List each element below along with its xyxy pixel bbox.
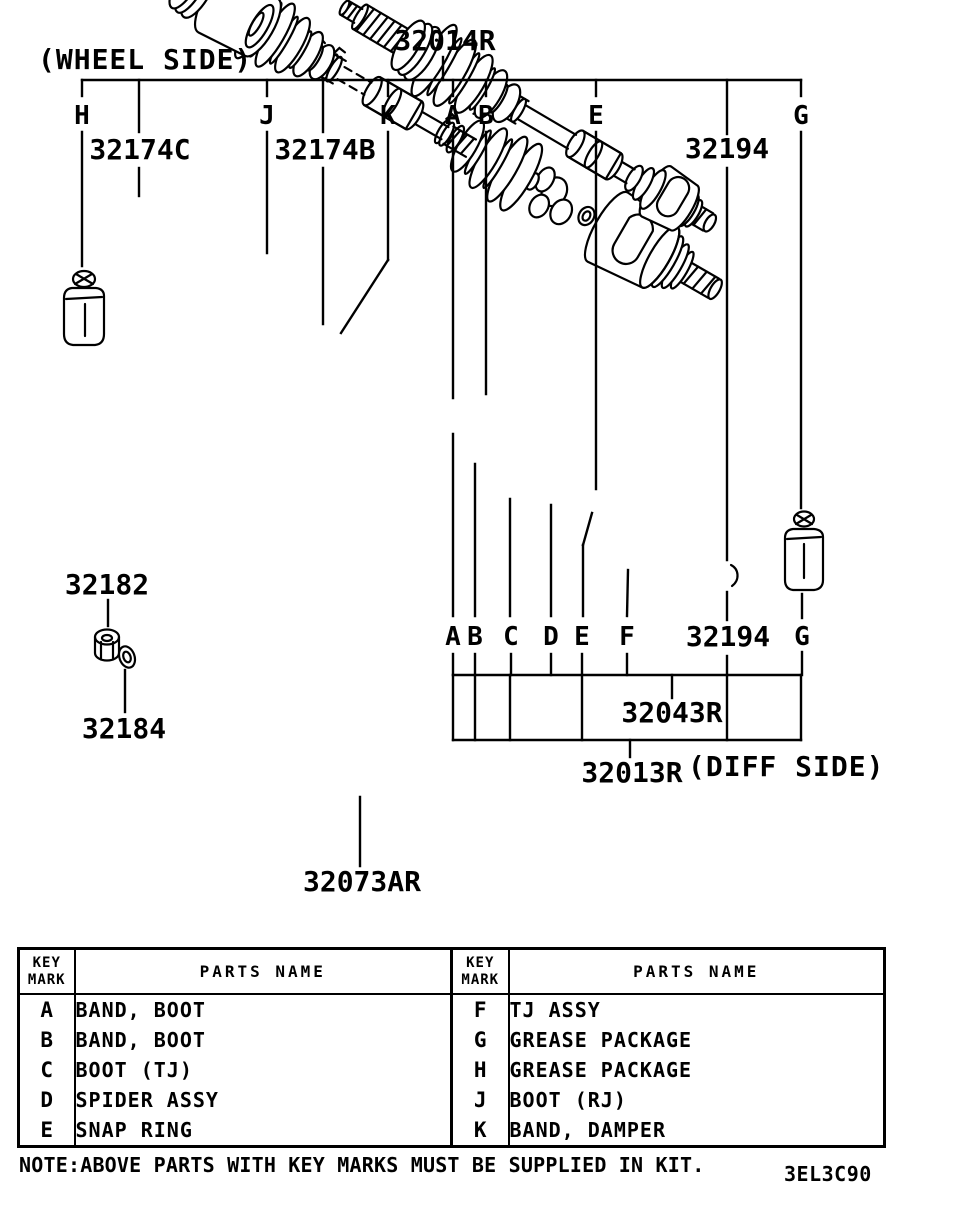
key-mark-cell: G — [452, 1025, 509, 1055]
label-32174B: 32174B — [274, 133, 376, 166]
key-header-line2: MARK — [27, 971, 66, 988]
label-32182: 32182 — [64, 568, 150, 601]
diff-side-label: (DIFF SIDE) — [688, 750, 885, 783]
label-32194-upper: 32194 — [684, 132, 770, 165]
key-mark-cell: D — [40, 1088, 54, 1112]
parts-name-cell: BOOT (RJ) — [509, 1085, 885, 1115]
parts-name-header-left: PARTS NAME — [75, 949, 452, 995]
key-header-line1: KEY — [32, 955, 61, 972]
parts-name-cell: BOOT (TJ) — [75, 1055, 452, 1085]
label-32073AR: 32073AR — [302, 865, 422, 898]
key-letter-top-j: J — [259, 101, 275, 131]
key-mark-cell: J — [452, 1085, 509, 1115]
parts-name-cell: TJ ASSY — [509, 994, 885, 1025]
grease-dab-mark — [731, 565, 738, 586]
table-row — [19, 1115, 885, 1147]
parts-name-cell: GREASE PACKAGE — [509, 1025, 885, 1055]
parts-name-cell: BAND, DAMPER — [509, 1115, 885, 1147]
key-mark-table — [17, 947, 886, 1148]
grease-bottle-h — [64, 271, 104, 345]
key-mark-cell: A — [40, 998, 54, 1022]
parts-name-cell: GREASE PACKAGE — [509, 1055, 885, 1085]
key-letter-bottom-b: B — [467, 622, 483, 652]
label-32013R: 32013R — [581, 756, 683, 789]
wheel-side-label: (WHEEL SIDE) — [38, 43, 253, 76]
drawing-code: 3EL3C90 — [784, 1162, 872, 1186]
parts-name-cell: SNAP RING — [75, 1115, 452, 1147]
key-mark-header-right — [452, 949, 509, 995]
label-32184: 32184 — [81, 712, 167, 745]
leader-lines — [82, 57, 802, 866]
key-letter-bottom-c: C — [503, 622, 519, 652]
key-letter-top-g: G — [793, 101, 809, 131]
key-letter-bottom-f: F — [619, 622, 635, 652]
key-mark-cell: F — [452, 994, 509, 1025]
label-32014R: 32014R — [394, 24, 496, 57]
table-row — [19, 1025, 885, 1055]
key-letter-bottom-d: D — [543, 622, 559, 652]
key-letter-bottom-a: A — [445, 622, 461, 652]
parts-name-cell: BAND, BOOT — [75, 994, 452, 1025]
key-mark-cell: C — [40, 1058, 54, 1082]
kit-note: NOTE:ABOVE PARTS WITH KEY MARKS MUST BE SUPPLIED IN KIT. — [19, 1153, 705, 1177]
table-row — [19, 994, 885, 1025]
label-32194-lower: 32194 — [685, 620, 771, 653]
parts-name-header-right: PARTS NAME — [509, 949, 885, 995]
label-32043R: 32043R — [621, 696, 723, 729]
key-letter-top-b: B — [478, 101, 494, 131]
nut-drawing — [95, 630, 119, 661]
key-mark-header-left — [19, 949, 75, 995]
key-header-line1: KEY — [466, 955, 495, 972]
key-header-line2: MARK — [461, 971, 500, 988]
key-letter-top-k: K — [380, 101, 396, 131]
label-32174C: 32174C — [89, 133, 191, 166]
grease-bottle-g — [785, 512, 823, 591]
key-mark-cell: E — [40, 1118, 54, 1142]
table-header-row — [19, 949, 885, 995]
key-mark-cell: B — [40, 1028, 54, 1052]
key-letter-top-h: H — [74, 101, 90, 131]
key-mark-cell: K — [452, 1115, 509, 1147]
key-mark-cell: H — [452, 1055, 509, 1085]
parts-name-cell: SPIDER ASSY — [75, 1085, 452, 1115]
table-row — [19, 1085, 885, 1115]
key-letter-top-a: A — [445, 101, 461, 131]
table-row — [19, 1055, 885, 1085]
parts-name-cell: BAND, BOOT — [75, 1025, 452, 1055]
key-letter-top-e: E — [588, 101, 604, 131]
key-letter-bottom-e: E — [574, 622, 590, 652]
key-letter-bottom-g: G — [794, 622, 810, 652]
